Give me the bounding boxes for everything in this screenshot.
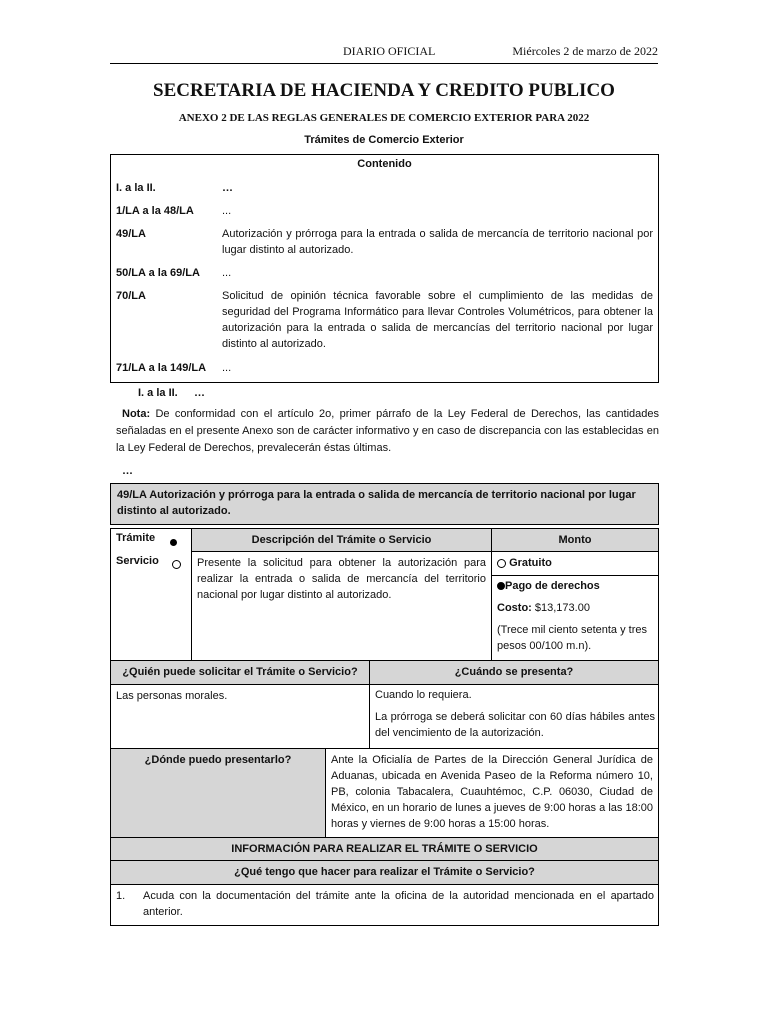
- step-number: 1.: [116, 890, 126, 902]
- costo-value: $13,173.00: [534, 602, 590, 614]
- quien-header: ¿Quién puede solicitar el Trámite o Servicio?: [110, 660, 370, 685]
- type-column: [110, 528, 192, 661]
- servicio-label: Servicio: [116, 555, 159, 567]
- cuando-header: ¿Cuándo se presenta?: [369, 660, 659, 685]
- description-value: Presente la solicitud para obtener la autorización para realizar la entrada o salida de mercancía del territorio nacional por lugar distinto al autorizado.: [191, 551, 492, 661]
- page-title: SECRETARIA DE HACIENDA Y CREDITO PUBLICO: [153, 80, 615, 101]
- note-text: De conformidad con el artículo 2o, primer párrafo de la Ley Federal de Derechos, las cantidades señaladas en el presente Anexo son de carácter informativo y en caso de discrepancia con las establecidas en la Ley Federal de Derechos, prevalecerán éstas últimas.: [116, 408, 659, 454]
- contents-code: 71/LA a la 149/LA: [116, 362, 207, 374]
- publication-name: DIARIO OFICIAL: [343, 44, 436, 58]
- contents-text: …: [222, 182, 233, 194]
- gratuito-option: [491, 551, 659, 576]
- que-header: ¿Qué tengo que hacer para realizar el Trámite o Servicio?: [110, 860, 659, 885]
- step-text: Acuda con la documentación del trámite ante la oficina de la autoridad mencionada en el apartado anterior.: [143, 890, 654, 918]
- monto-header: Monto: [491, 528, 659, 552]
- pago-row: [497, 578, 600, 594]
- servicio-radio-empty-icon: [172, 556, 181, 574]
- costo-label: Costo:: [497, 602, 532, 614]
- section-subtitle: Trámites de Comercio Exterior: [304, 134, 464, 146]
- contents-code: 50/LA a la 69/LA: [116, 267, 200, 279]
- contents-code: 1/LA a la 48/LA: [116, 205, 194, 217]
- header-rule: [110, 63, 658, 64]
- costo-words: (Trece mil ciento setenta y tres pesos 00/100 m.n).: [497, 624, 647, 652]
- info-header: INFORMACIÓN PARA REALIZAR EL TRÁMITE O SERVICIO: [110, 837, 659, 861]
- after-contents-code: I. a la II.: [138, 387, 178, 399]
- note-paragraph: [116, 406, 659, 457]
- ficha-title: 49/LA Autorización y prórroga para la entrada o salida de mercancía de territorio nacional por lugar distinto al autorizado.: [110, 483, 659, 525]
- cuando-value-1: Cuando lo requiera.: [375, 689, 472, 701]
- donde-value: Ante la Oficialía de Partes de la Dirección General Jurídica de Aduanas, ubicada en Avenida Paseo de la Reforma número 10, PB, colonia Tabacalera, Cuauhtémoc, C.P. 06030, Ciudad de México, en un horario de lunes a jueves de 9:00 horas a las 18:00 horas y viernes de 9:00 horas a 15:00 horas.: [325, 748, 659, 838]
- gratuito-label: Gratuito: [509, 557, 552, 569]
- contents-code: I. a la II.: [116, 182, 156, 194]
- quien-value: Las personas morales.: [110, 684, 370, 749]
- contents-text: Solicitud de opinión técnica favorable sobre el cumplimiento de las medidas de seguridad del Programa Informático para llevar Controles Volumétricos, para obtener la autorización para la entrada o salida de mercancías del territorio nacional por lugar distinto al autorizado.: [222, 290, 653, 350]
- tramite-radio-filled-icon: [170, 534, 177, 552]
- publication-date: Miércoles 2 de marzo de 2022: [512, 44, 658, 58]
- contents-text: ...: [222, 267, 232, 279]
- contents-code: 49/LA: [116, 228, 146, 240]
- donde-header: ¿Dónde puedo presentarlo?: [110, 748, 326, 838]
- after-contents-text: …: [194, 387, 205, 399]
- contents-heading: Contenido: [357, 158, 412, 170]
- costo-row: [497, 600, 590, 616]
- ellipsis: …: [122, 465, 133, 477]
- pago-label: Pago de derechos: [505, 580, 600, 592]
- contents-text: ...: [222, 362, 232, 374]
- description-header: Descripción del Trámite o Servicio: [191, 528, 492, 552]
- annex-subtitle: ANEXO 2 DE LAS REGLAS GENERALES DE COMERCIO EXTERIOR PARA 2022: [178, 112, 590, 124]
- contents-text: ...: [222, 205, 232, 217]
- running-header: [110, 44, 658, 62]
- tramite-label: Trámite: [116, 532, 156, 544]
- contents-code: 70/LA: [116, 290, 146, 302]
- gratuito-radio-empty-icon: [497, 559, 506, 568]
- note-label: Nota:: [122, 408, 151, 420]
- cuando-value-2: La prórroga se deberá solicitar con 60 días hábiles antes del vencimiento de la autorización.: [375, 711, 655, 739]
- contents-text: Autorización y prórroga para la entrada o salida de mercancía de territorio nacional por lugar distinto al autorizado.: [222, 228, 653, 256]
- pago-radio-filled-icon: [497, 582, 505, 590]
